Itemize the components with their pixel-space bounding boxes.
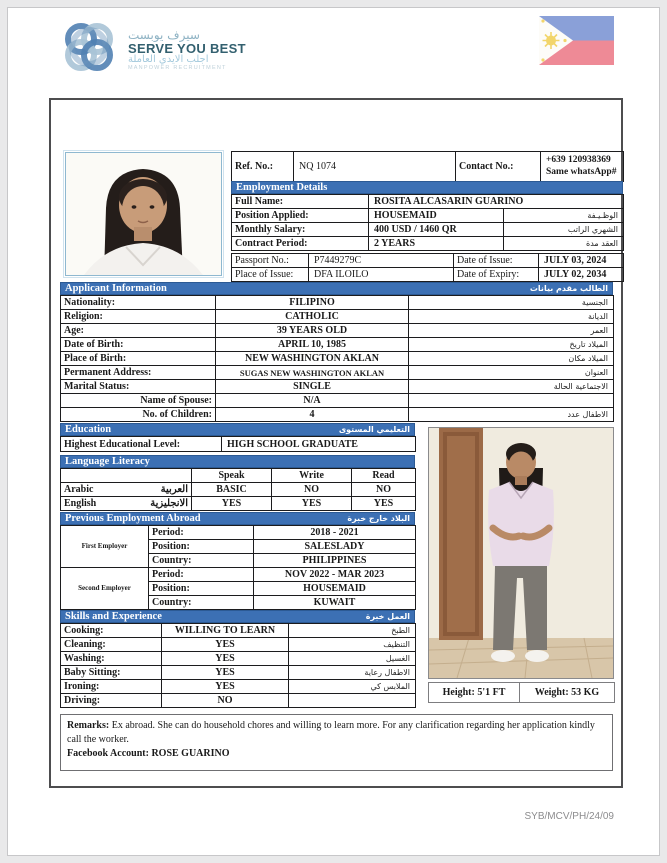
logo-tagline: MANPOWER RECRUITMENT bbox=[128, 64, 227, 71]
first-employer-label: First Employer bbox=[61, 526, 149, 568]
passport-no-label: Passport No.: bbox=[232, 254, 309, 268]
second-position-label: Position: bbox=[149, 582, 254, 596]
marital-arabic: الاجتماعية الحالة bbox=[409, 380, 614, 394]
washing-value: YES bbox=[162, 652, 289, 666]
height-value: Height: 5'1 FT bbox=[429, 683, 520, 703]
contract-value: 2 YEARS bbox=[369, 237, 504, 251]
ref-contact-table bbox=[231, 151, 624, 182]
full-name-value: ROSITA ALCASARIN GUARINO bbox=[369, 195, 624, 209]
dob-value: APRIL 10, 1985 bbox=[216, 338, 409, 352]
write-column-header: Write bbox=[272, 469, 352, 483]
applicant-info-table bbox=[60, 295, 614, 422]
driving-arabic bbox=[289, 694, 416, 708]
education-level-value: HIGH SCHOOL GRADUATE bbox=[222, 437, 416, 452]
previous-employment-table bbox=[60, 525, 416, 610]
logo-arabic-top: سيرف يوبست bbox=[128, 28, 200, 43]
dob-arabic: الميلاد تاريخ bbox=[409, 338, 614, 352]
logo-arabic-sub: اجلب الايدي العاملة bbox=[128, 54, 209, 66]
cleaning-value: YES bbox=[162, 638, 289, 652]
spouse-arabic bbox=[409, 394, 614, 408]
washing-label: Washing: bbox=[61, 652, 162, 666]
cv-main-box bbox=[49, 98, 623, 788]
cleaning-arabic: التنظيف bbox=[289, 638, 416, 652]
salary-value: 400 USD / 1460 QR bbox=[369, 223, 504, 237]
address-label: Permanent Address: bbox=[61, 366, 216, 380]
pob-label: Place of Birth: bbox=[61, 352, 216, 366]
skills-table bbox=[60, 623, 416, 708]
children-label: No. of Children: bbox=[61, 408, 216, 422]
second-position-value: HOUSEMAID bbox=[254, 582, 416, 596]
english-speak-value: YES bbox=[192, 497, 272, 511]
nationality-value: FILIPINO bbox=[216, 296, 409, 310]
english-language-row-label: English الانجليزية bbox=[61, 497, 192, 511]
passport-table bbox=[231, 253, 624, 282]
employment-details-header: Employment Details bbox=[231, 181, 623, 194]
body-stats-table bbox=[428, 682, 615, 703]
speak-column-header: Speak bbox=[192, 469, 272, 483]
full-name-label: Full Name: bbox=[232, 195, 369, 209]
language-empty-cell bbox=[61, 469, 192, 483]
second-country-value: KUWAIT bbox=[254, 596, 416, 610]
ironing-value: YES bbox=[162, 680, 289, 694]
facebook-account: Facebook Account: ROSE GUARINO bbox=[67, 748, 230, 759]
applicant-info-header: Applicant Information الطالب مقدم بيانات bbox=[60, 282, 613, 295]
pob-arabic: الميلاد مكان bbox=[409, 352, 614, 366]
document-reference-code: SYB/MCV/PH/24/09 bbox=[524, 811, 614, 822]
weight-value: Weight: 53 KG bbox=[520, 683, 615, 703]
previous-employment-header: Previous Employment Abroad البلاد خارج خبرة bbox=[60, 512, 415, 525]
place-issue-value: DFA ILOILO bbox=[309, 268, 454, 282]
religion-value: CATHOLIC bbox=[216, 310, 409, 324]
date-expiry-label: Date of Expiry: bbox=[454, 268, 539, 282]
spouse-value: N/A bbox=[216, 394, 409, 408]
contact-no-label: Contact No.: bbox=[456, 152, 541, 182]
first-country-value: PHILIPPINES bbox=[254, 554, 416, 568]
ref-no-label: Ref. No.: bbox=[232, 152, 294, 182]
age-value: 39 YEARS OLD bbox=[216, 324, 409, 338]
applicant-headshot-photo bbox=[65, 152, 222, 276]
employment-table bbox=[231, 194, 624, 251]
second-period-label: Period: bbox=[149, 568, 254, 582]
second-period-value: NOV 2022 - MAR 2023 bbox=[254, 568, 416, 582]
language-literacy-header: Language Literacy bbox=[60, 455, 415, 468]
place-issue-label: Place of Issue: bbox=[232, 268, 309, 282]
second-country-label: Country: bbox=[149, 596, 254, 610]
washing-arabic: الغسيل bbox=[289, 652, 416, 666]
agency-logo bbox=[56, 16, 246, 85]
logo-name: SERVE YOU BEST bbox=[128, 40, 246, 56]
dob-label: Date of Birth: bbox=[61, 338, 216, 352]
spouse-label: Name of Spouse: bbox=[61, 394, 216, 408]
education-table bbox=[60, 436, 416, 452]
age-label: Age: bbox=[61, 324, 216, 338]
language-literacy-table bbox=[60, 468, 416, 511]
remarks-text: Ex abroad. She can do household chores and willing to learn more. For any clarification regarding her application kindly call the worker. bbox=[67, 720, 595, 745]
cleaning-label: Cleaning: bbox=[61, 638, 162, 652]
contract-label: Contract Period: bbox=[232, 237, 369, 251]
arabic-read-value: NO bbox=[352, 483, 416, 497]
read-column-header: Read bbox=[352, 469, 416, 483]
marital-label: Marital Status: bbox=[61, 380, 216, 394]
skills-header: Skills and Experience العمل خبرة bbox=[60, 610, 415, 623]
cv-page bbox=[7, 7, 660, 856]
nationality-arabic: الجنسية bbox=[409, 296, 614, 310]
previous-employment-header-arabic: البلاد خارج خبرة bbox=[347, 514, 410, 523]
ironing-arabic: الملابس كي bbox=[289, 680, 416, 694]
cooking-value: WILLING TO LEARN bbox=[162, 624, 289, 638]
education-header-arabic: التعليمي المستوى bbox=[338, 425, 410, 434]
arabic-write-value: NO bbox=[272, 483, 352, 497]
education-header: Education التعليمي المستوى bbox=[60, 423, 415, 436]
salary-arabic: الشهري الراتب bbox=[504, 223, 624, 237]
english-read-value: YES bbox=[352, 497, 416, 511]
applicant-fullbody-photo bbox=[428, 427, 614, 679]
religion-label: Religion: bbox=[61, 310, 216, 324]
first-position-label: Position: bbox=[149, 540, 254, 554]
ref-no-value: NQ 1074 bbox=[294, 152, 456, 182]
philippines-flag-icon bbox=[539, 16, 614, 70]
first-position-value: SALESLADY bbox=[254, 540, 416, 554]
age-arabic: العمر bbox=[409, 324, 614, 338]
driving-label: Driving: bbox=[61, 694, 162, 708]
cooking-arabic: الطبخ bbox=[289, 624, 416, 638]
remarks-label: Remarks: bbox=[67, 720, 110, 731]
knot-logo-icon bbox=[56, 16, 122, 85]
english-write-value: YES bbox=[272, 497, 352, 511]
second-employer-label: Second Employer bbox=[61, 568, 149, 610]
first-period-value: 2018 - 2021 bbox=[254, 526, 416, 540]
salary-label: Monthly Salary: bbox=[232, 223, 369, 237]
children-value: 4 bbox=[216, 408, 409, 422]
children-arabic: الاطفال عدد bbox=[409, 408, 614, 422]
arabic-language-row-label: Arabic العربية bbox=[61, 483, 192, 497]
pob-value: NEW WASHINGTON AKLAN bbox=[216, 352, 409, 366]
ironing-label: Ironing: bbox=[61, 680, 162, 694]
date-issue-value: JULY 03, 2024 bbox=[539, 254, 624, 268]
contract-arabic: العقد مدة bbox=[504, 237, 624, 251]
position-value: HOUSEMAID bbox=[369, 209, 504, 223]
babysitting-value: YES bbox=[162, 666, 289, 680]
address-value: SUGAS NEW WASHINGTON AKLAN bbox=[216, 366, 409, 380]
first-country-label: Country: bbox=[149, 554, 254, 568]
remarks-box bbox=[60, 714, 613, 771]
contact-no-value: +639 120938369 Same whatsApp# bbox=[541, 152, 624, 182]
applicant-info-header-arabic: الطالب مقدم بيانات bbox=[529, 284, 608, 293]
driving-value: NO bbox=[162, 694, 289, 708]
arabic-speak-value: BASIC bbox=[192, 483, 272, 497]
position-label: Position Applied: bbox=[232, 209, 369, 223]
date-expiry-value: JULY 02, 2034 bbox=[539, 268, 624, 282]
marital-value: SINGLE bbox=[216, 380, 409, 394]
nationality-label: Nationality: bbox=[61, 296, 216, 310]
passport-no-value: P7449279C bbox=[309, 254, 454, 268]
date-issue-label: Date of Issue: bbox=[454, 254, 539, 268]
babysitting-label: Baby Sitting: bbox=[61, 666, 162, 680]
first-period-label: Period: bbox=[149, 526, 254, 540]
cooking-label: Cooking: bbox=[61, 624, 162, 638]
skills-header-arabic: العمل خبرة bbox=[365, 612, 410, 621]
babysitting-arabic: الاطفال رعاية bbox=[289, 666, 416, 680]
position-arabic: الوظـيـفة bbox=[504, 209, 624, 223]
religion-arabic: الديانة bbox=[409, 310, 614, 324]
education-level-label: Highest Educational Level: bbox=[61, 437, 222, 452]
address-arabic: العنوان bbox=[409, 366, 614, 380]
